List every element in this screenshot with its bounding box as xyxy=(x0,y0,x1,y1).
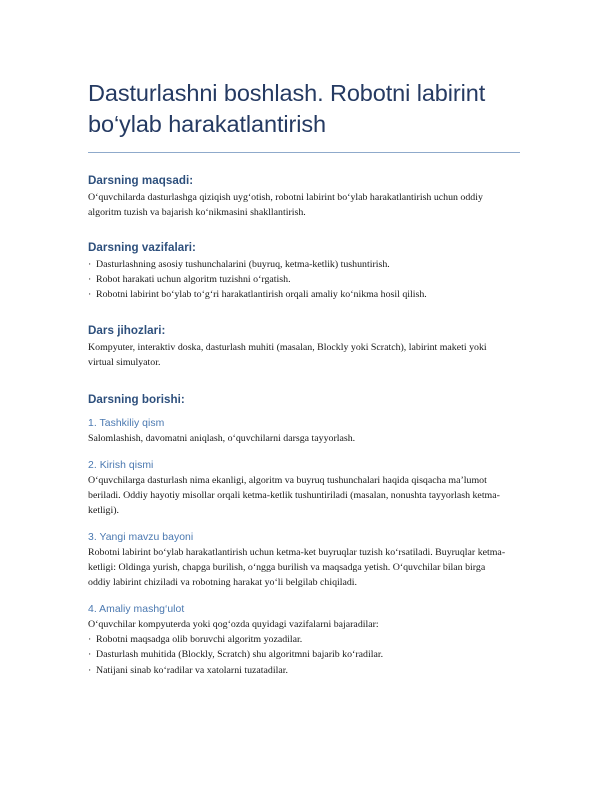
lesson-step-body: O‘quvchilarga dasturlash nima ekanligi, algoritm va buyruq tushunchalari haqida qisqacha ma’lumot beriladi. Oddiy hayotiy misollar orqali ketma-ketlik tushuntiriladi (masalan, nonushta tayyorlash ketma-ketligi). xyxy=(88,474,500,516)
bullet-dot-icon: · xyxy=(88,634,92,646)
list-item-label: Robot harakati uchun algoritm tuzishni o‘rgatish. xyxy=(96,273,291,285)
lesson-step-heading: 4. Amaliy mashg‘ulot xyxy=(88,604,185,616)
list-item-label: Dasturlashning asosiy tushunchalarini (buyruq, ketma-ketlik) tushuntirish. xyxy=(96,258,390,270)
lesson-step-body: O‘quvchilar kompyuterda yoki qog‘ozda quyidagi vazifalarni bajaradilar: xyxy=(88,619,379,631)
section-lesson-goal xyxy=(88,174,520,220)
lesson-step-1 xyxy=(88,418,520,446)
lesson-step-4 xyxy=(88,604,520,678)
lesson-step-heading: 1. Tashkiliy qism xyxy=(88,417,165,429)
tasks-list xyxy=(88,257,520,303)
bullet-dot-icon: · xyxy=(88,273,92,285)
lesson-step-body: Salomlashish, davomatni aniqlash, o‘quvchilarni darsga tayyorlash. xyxy=(88,432,356,444)
section-heading-goal: Darsning maqsadi: xyxy=(88,173,194,187)
section-lesson-flow xyxy=(88,393,520,678)
list-item xyxy=(88,647,512,662)
title-divider xyxy=(88,152,520,153)
section-heading-flow: Darsning borishi: xyxy=(88,392,185,406)
list-item-label: Natijani sinab ko‘radilar va xatolarni tuzatadilar. xyxy=(96,664,288,676)
lesson-step-heading: 2. Kirish qismi xyxy=(88,459,154,471)
section-lesson-equipment xyxy=(88,324,520,370)
list-item xyxy=(88,632,512,647)
section-lesson-tasks xyxy=(88,241,520,303)
lesson-flow-steps xyxy=(88,418,520,678)
lesson-step-2 xyxy=(88,460,520,518)
list-item-label: Robotni maqsadga olib boruvchi algoritm yozadilar. xyxy=(96,634,303,646)
section-heading-tasks: Darsning vazifalari: xyxy=(88,240,196,254)
list-item xyxy=(88,287,512,302)
lesson-step-body: Robotni labirint bo‘ylab harakatlantirish uchun ketma-ket buyruqlar tuzish ko‘rsatiladi. Buyruqlar ketma-ketligi: Oldinga yurish, chapga burilish, o‘ngga burilish va maqsadga yetish. O‘quvchilar bilan birga oddiy labirint chiziladi va robotning harakat yo‘li belgilab chiqiladi. xyxy=(88,546,506,588)
lesson-step-list xyxy=(88,632,520,678)
bullet-dot-icon: · xyxy=(88,289,92,301)
list-item xyxy=(88,272,512,287)
bullet-dot-icon: · xyxy=(88,664,92,676)
list-item xyxy=(88,663,512,678)
list-item-label: Dasturlash muhitida (Blockly, Scratch) shu algoritmni bajarib ko‘radilar. xyxy=(96,649,384,661)
section-heading-equipment: Dars jihozlari: xyxy=(88,323,166,337)
section-body-equipment: Kompyuter, interaktiv doska, dasturlash muhiti (masalan, Blockly yoki Scratch), labirint maketi yoki virtual simulyator. xyxy=(88,341,487,368)
bullet-dot-icon: · xyxy=(88,649,92,661)
section-body-goal: O‘quvchilarda dasturlashga qiziqish uyg‘otish, robotni labirint bo‘ylab harakatlantirish uchun oddiy algoritm tuzish va bajarish ko‘nikmasini shakllantirish. xyxy=(88,191,483,218)
list-item xyxy=(88,257,512,272)
page-title: Dasturlashni boshlash. Robotni labirint bo‘ylab harakatlantirish xyxy=(88,80,486,138)
lesson-step-heading: 3. Yangi mavzu bayoni xyxy=(88,531,194,543)
list-item-label: Robotni labirint bo‘ylab to‘g‘ri harakatlantirish orqali amaliy ko‘nikma hosil qilish. xyxy=(96,289,427,301)
lesson-step-3 xyxy=(88,532,520,590)
bullet-dot-icon: · xyxy=(88,258,92,270)
